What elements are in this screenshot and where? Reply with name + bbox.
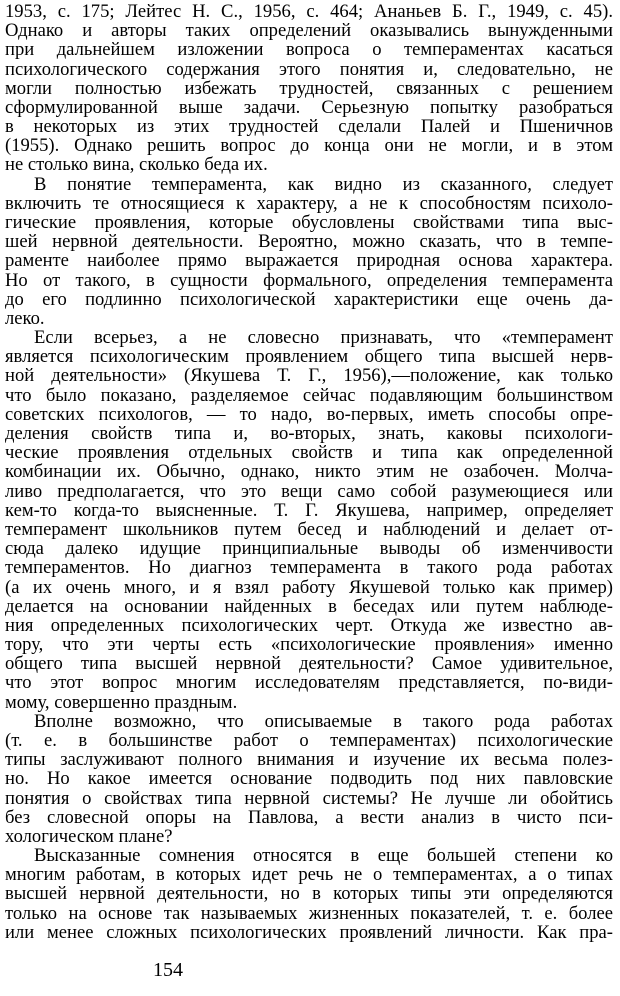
- text-line: деления свойств типа и, во-вторых, знать, каковы психологи-: [5, 423, 613, 445]
- text-line: ния определенных психологических черт. Откуда же известно ав-: [5, 614, 613, 636]
- text-line: психологического содержания этого понятия и, следовательно, не: [5, 58, 613, 80]
- text-line: в некоторых из этих трудностей сделали Палей и Пшеничнов: [5, 116, 613, 138]
- text-line: тору, что эти черты есть «психологические проявления» именно: [5, 634, 613, 656]
- text-line: или менее сложных психологических проявлений личности. Как пра-: [5, 921, 613, 943]
- text-line: но. Но какое имеется основание подводить под них павловские: [5, 768, 613, 790]
- text-line: темпераментов. Но диагноз темперамента в такого рода работах: [5, 557, 613, 579]
- text-line: Вполне возможно, что описываемые в такого рода работах: [34, 710, 613, 732]
- text-line: могли полностью избежать трудностей, связанных с решением: [5, 77, 613, 99]
- text-line: (1955). Однако решить вопрос до конца они не могли, и в этом: [5, 135, 613, 157]
- text-line: что было показано, разделяемое сейчас подавляющим большинством: [5, 384, 613, 406]
- text-line: ческие проявления отдельных свойств и типа как определенной: [5, 442, 613, 464]
- text-line: В понятие темперамента, как видно из сказанного, следует: [34, 173, 613, 195]
- text-line: сюда далеко идущие принципиальные выводы об изменчивости: [5, 538, 613, 560]
- text-line: шей нервной деятельности. Вероятно, можно сказать, что в темпе-: [5, 231, 613, 253]
- text-line: комбинации их. Обычно, однако, никто этим не озабочен. Молча-: [5, 461, 613, 483]
- text-line: ливо предполагается, что это вещи само собой разумеющиеся или: [5, 480, 613, 502]
- text-line: леко.: [5, 307, 45, 329]
- text-line: Если всерьез, а не словесно признавать, что «темперамент: [34, 327, 613, 349]
- text-line: ной деятельности» (Якушева Т. Г., 1956),—положение, как только: [5, 365, 613, 387]
- text-line: типы заслуживают полного внимания и изучение их весьма полез-: [5, 749, 613, 771]
- text-line: что этот вопрос многим исследователям представляется, по-види-: [5, 672, 613, 694]
- text-line: Однако и авторы таких определений оказывались вынужденными: [5, 20, 613, 42]
- text-line: 1953, с. 175; Лейтес Н. С., 1956, с. 464; Ананьев Б. Г., 1949, с. 45).: [5, 1, 613, 22]
- text-line: Но от такого, в сущности формального, определения темперамента: [5, 269, 613, 291]
- text-line: многим работам, в которых идет речь не о темпераментах, а о типах: [5, 864, 613, 886]
- text-line: гические проявления, которые обусловлены свойствами типа выс-: [5, 212, 613, 234]
- text-line-italic: раменте наиболее прямо выражается природная основа характера.: [5, 250, 613, 272]
- text-line: советских психологов, — то надо, во-первых, иметь способы опре-: [5, 403, 613, 425]
- page-number: 154: [153, 959, 183, 981]
- text-line: (т. е. в большинстве работ о темпераментах) психологические: [5, 729, 613, 751]
- text-line: кем-то когда-то выясненные. Т. Г. Якушева, например, определяет: [5, 499, 613, 521]
- text-line: высшей нервной деятельности, но в которых типы эти определяются: [5, 883, 613, 905]
- text-line: при дальнейшем изложении вопроса о темпераментах касаться: [5, 39, 613, 61]
- text-line: мому, совершенно праздным.: [5, 691, 238, 713]
- text-line: без словесной опоры на Павлова, а вести анализ в чисто пси-: [5, 806, 613, 828]
- text-line: хологическом плане?: [5, 825, 173, 847]
- text-line: общего типа высшей нервной деятельности? Самое удивительное,: [5, 653, 613, 675]
- text-line: включить те относящиеся к характеру, а не к способностям психоло-: [5, 192, 613, 214]
- text-line: Высказанные сомнения относятся в еще большей степени ко: [34, 845, 613, 867]
- text-line: делается на основании найденных в беседах или путем наблюде-: [5, 595, 613, 617]
- text-line: является психологическим проявлением общего типа высшей нерв-: [5, 346, 613, 368]
- text-line: не столько вина, сколько беда их.: [5, 154, 268, 176]
- text-line: (а их очень много, и я взял работу Якушевой только как пример): [5, 576, 613, 598]
- text-line: темперамент школьников путем бесед и наблюдений и делает от-: [5, 518, 613, 540]
- text-line: понятия о свойствах типа нервной системы? Не лучше ли обойтись: [5, 787, 613, 809]
- text-line: только на основе так называемых жизненных показателей, т. е. более: [5, 902, 613, 924]
- text-line: до его подлинно психологической характеристики еще очень да-: [5, 288, 613, 310]
- text-line: сформулированной выше задачи. Серьезную попытку разобраться: [5, 96, 613, 118]
